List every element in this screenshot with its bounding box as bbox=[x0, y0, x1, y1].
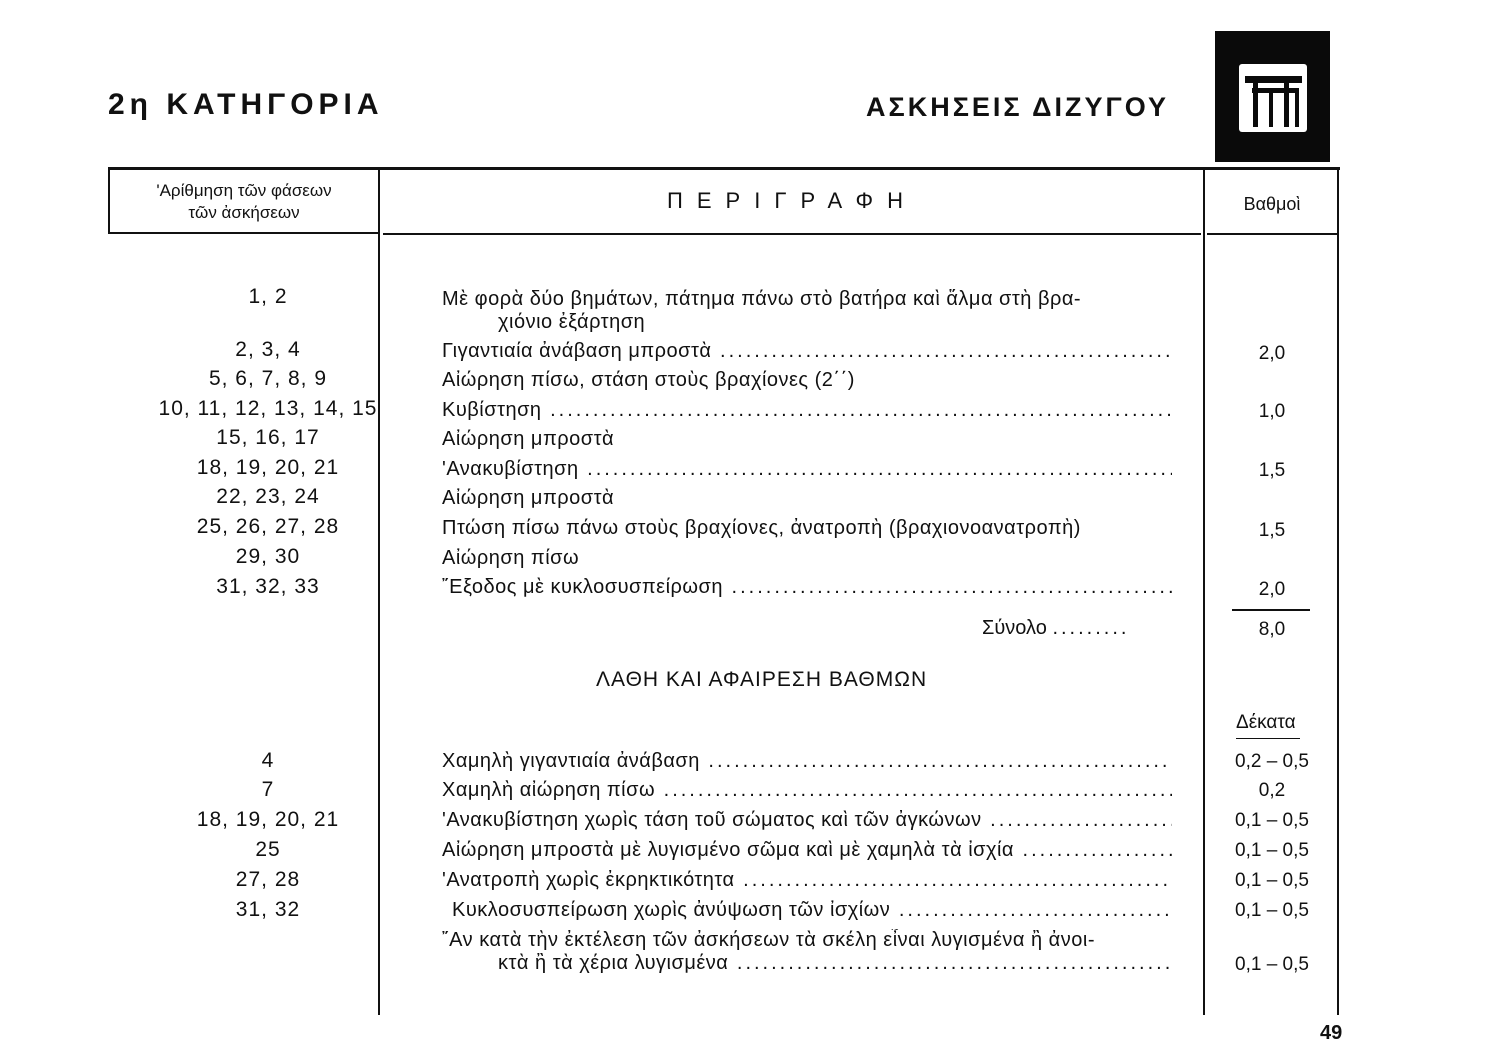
error-description: Κυκλοσυσπείρωση χωρὶς ἀνύψωση τῶν ἰσχίων ..... bbox=[452, 899, 1172, 922]
error-phase-number: 25 bbox=[255, 838, 281, 861]
errors-section-title: ΛΑΘΗ ΚΑΙ ΑΦΑΙΡΕΣΗ ΒΑΘΜΩΝ bbox=[596, 668, 928, 691]
error-deduction: 0,1 – 0,5 bbox=[1235, 840, 1309, 861]
error-phase-number: 4 bbox=[261, 749, 275, 772]
column-header-points: Βαθμοὶ bbox=[1243, 194, 1301, 214]
phase-description: Αἰώρηση μπροστὰ bbox=[442, 487, 615, 509]
error-deduction: 0,2 – 0,5 bbox=[1235, 751, 1309, 772]
column-header-description: ΠΕΡΙΓΡΑΦΗ bbox=[667, 188, 917, 213]
error-phase-number: 27, 28 bbox=[235, 868, 301, 891]
phase-number: 1, 2 bbox=[248, 285, 288, 308]
phase-number: 22, 23, 24 bbox=[216, 485, 320, 508]
error-phase-number: 7 bbox=[261, 778, 275, 801]
phase-description: Κυβίστηση ..... bbox=[442, 399, 1172, 422]
error-description: 'Ανακυβίστηση χωρὶς τάση τοῦ σώματος καὶ τῶν ἀγκώνων ..... bbox=[442, 809, 1172, 832]
error-deduction: 0,2 bbox=[1258, 780, 1286, 801]
phase-description-continued: χιόνιο ἐξάρτηση bbox=[498, 311, 646, 333]
phase-points: 2,0 bbox=[1258, 343, 1286, 364]
phase-number: 5, 6, 7, 8, 9 bbox=[208, 367, 328, 390]
header-underline-description bbox=[383, 233, 1201, 235]
table-top-rule bbox=[108, 167, 1340, 170]
error-phase-number: 31, 32 bbox=[235, 898, 301, 921]
error-description: 'Ανατροπὴ χωρὶς ἐκρηκτικότητα ..... bbox=[442, 869, 1172, 892]
section-title: ΑΣΚΗΣΕΙΣ ΔΙΖΥΓΟΥ bbox=[866, 92, 1170, 122]
phase-description: 'Ανακυβίστηση ..... bbox=[442, 458, 1172, 481]
phase-description: Μὲ φορὰ δύο βημάτων, πάτημα πάνω στὸ βατήρα καὶ ἅλμα στὴ βρα- bbox=[442, 288, 1082, 310]
error-description-continued: κτὰ ἢ τὰ χέρια λυγισμένα ..... bbox=[498, 952, 1172, 975]
error-description: Χαμηλὴ γιγαντιαία ἀνάβαση ..... bbox=[442, 750, 1172, 773]
parallel-bars-icon bbox=[1215, 31, 1330, 162]
column-header-numbering: 'Αρίθμηση τῶν φάσεων τῶν ἀσκήσεων bbox=[156, 181, 332, 222]
header-underline-points bbox=[1207, 233, 1337, 235]
phase-number: 29, 30 bbox=[235, 545, 301, 568]
error-deduction: 0,1 – 0,5 bbox=[1235, 954, 1309, 975]
total-value: 8,0 bbox=[1258, 619, 1286, 640]
header-underline-numbering bbox=[108, 232, 378, 234]
phase-number: 15, 16, 17 bbox=[216, 426, 320, 449]
error-description: Αἰώρηση μπροστὰ μὲ λυγισμένο σῶμα καὶ μὲ χαμηλὰ τὰ ἰσχία ..... bbox=[442, 839, 1172, 862]
error-description: ῎Αν κατὰ τὴν ἐκτέλεση τῶν ἀσκήσεων τὰ σκέλη εἶναι λυγισμένα ἢ ἀνοι- bbox=[442, 929, 1095, 951]
error-deduction: 0,1 – 0,5 bbox=[1235, 870, 1309, 891]
phase-points: 1,5 bbox=[1258, 520, 1286, 541]
phase-description: Αἰώρηση μπροστὰ bbox=[442, 428, 615, 450]
page-number: 49 bbox=[1320, 1022, 1343, 1044]
phase-number: 31, 32, 33 bbox=[216, 575, 320, 598]
error-phase-number: 18, 19, 20, 21 bbox=[196, 808, 340, 831]
column-divider-2 bbox=[1203, 170, 1205, 1015]
error-deduction: 0,1 – 0,5 bbox=[1235, 900, 1309, 921]
phase-points: 1,0 bbox=[1258, 401, 1286, 422]
table-right-border bbox=[1337, 170, 1339, 1015]
deductions-unit-rule bbox=[1236, 738, 1300, 739]
category-title: 2η ΚΑΤΗΓΟΡΙΑ bbox=[108, 88, 384, 121]
total-rule bbox=[1232, 609, 1310, 611]
phase-number: 18, 19, 20, 21 bbox=[196, 456, 340, 479]
phase-number: 10, 11, 12, 13, 14, 15 bbox=[158, 397, 378, 420]
phase-points: 2,0 bbox=[1258, 579, 1286, 600]
phase-number: 25, 26, 27, 28 bbox=[196, 515, 340, 538]
phase-points: 1,5 bbox=[1258, 460, 1286, 481]
error-description: Χαμηλὴ αἰώρηση πίσω ..... bbox=[442, 779, 1172, 802]
phase-number: 2, 3, 4 bbox=[235, 338, 301, 361]
phase-description: Αἰώρηση πίσω bbox=[442, 547, 580, 569]
phase-description: Αἰώρηση πίσω, στάση στοὺς βραχίονες (2΄΄) bbox=[442, 369, 855, 391]
phase-description: ῎Εξοδος μὲ κυκλοσυσπείρωση ..... bbox=[442, 576, 1172, 599]
deductions-unit-label: Δέκατα bbox=[1236, 712, 1296, 733]
phase-description: Γιγαντιαία ἀνάβαση μπροστὰ ..... bbox=[442, 340, 1172, 363]
error-deduction: 0,1 – 0,5 bbox=[1235, 810, 1309, 831]
total-label: Σύνολο ......... bbox=[982, 617, 1130, 639]
phase-description: Πτώση πίσω πάνω στοὺς βραχίονες, ἀνατροπὴ (βραχιονοανατροπὴ) bbox=[442, 517, 1081, 539]
